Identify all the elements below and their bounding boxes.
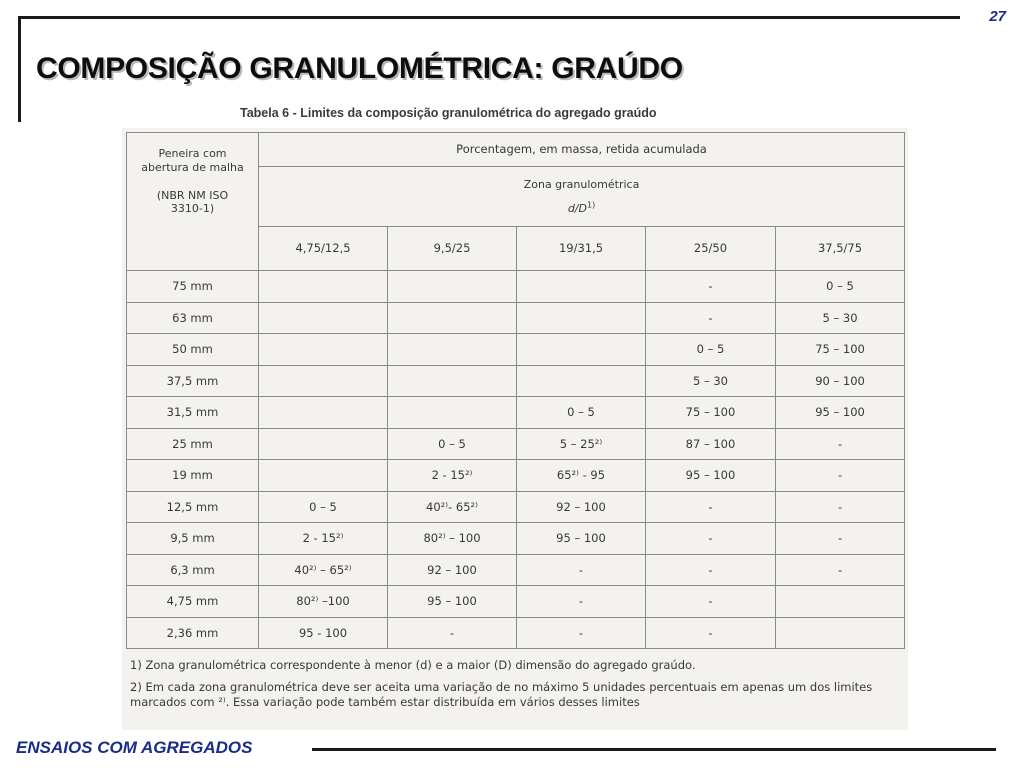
percent-cell	[259, 397, 388, 429]
percent-cell: -	[646, 271, 776, 303]
percent-cell: 0 – 5	[646, 334, 776, 366]
percent-cell: -	[646, 586, 776, 618]
percent-cell: 40²⁾- 65²⁾	[388, 491, 517, 523]
percent-cell	[388, 334, 517, 366]
note-1: 1) Zona granulométrica correspondente à menor (d) e a maior (D) dimensão do agregado graúdo.	[130, 658, 696, 672]
percent-cell: -	[646, 523, 776, 555]
percent-cell	[259, 271, 388, 303]
percent-cell	[517, 302, 646, 334]
table-row	[127, 554, 905, 586]
table-row	[127, 334, 905, 366]
slide-title: COMPOSIÇÃO GRANULOMÉTRICA: GRAÚDO	[36, 52, 683, 85]
percent-cell: 92 – 100	[517, 491, 646, 523]
zone-header	[259, 167, 905, 227]
percent-cell: 92 – 100	[388, 554, 517, 586]
percent-cell: -	[517, 586, 646, 618]
sieve-column-header	[127, 133, 259, 271]
table-row	[127, 460, 905, 492]
sieve-size-cell: 31,5 mm	[127, 397, 259, 429]
table-caption: Tabela 6 - Limites da composição granulométrica do agregado graúdo	[240, 106, 657, 120]
percent-cell	[388, 271, 517, 303]
percent-cell: 0 – 5	[776, 271, 905, 303]
sieve-size-cell: 50 mm	[127, 334, 259, 366]
sieve-size-cell: 37,5 mm	[127, 365, 259, 397]
percent-cell	[517, 365, 646, 397]
sieve-size-cell: 9,5 mm	[127, 523, 259, 555]
granulometry-table	[126, 132, 905, 649]
sieve-size-cell: 63 mm	[127, 302, 259, 334]
sieve-header-line: (NBR NM ISO	[156, 188, 229, 202]
percent-cell: 2 - 15²⁾	[388, 460, 517, 492]
sieve-size-cell: 2,36 mm	[127, 617, 259, 649]
percent-cell: -	[776, 554, 905, 586]
table-row	[127, 523, 905, 555]
zone-ratio: $d/D^{1)}$	[567, 199, 596, 215]
left-frame-line	[18, 16, 21, 122]
percent-cell: 75 – 100	[776, 334, 905, 366]
percent-cell	[776, 617, 905, 649]
footer-label: ENSAIOS COM AGREGADOS	[16, 738, 253, 757]
percent-cell: 80²⁾ –100	[259, 586, 388, 618]
table-row	[127, 586, 905, 618]
percent-cell: 87 – 100	[646, 428, 776, 460]
percent-cell	[517, 334, 646, 366]
table-row	[127, 271, 905, 303]
percent-cell: 95 – 100	[776, 397, 905, 429]
percent-cell: -	[388, 617, 517, 649]
percent-cell	[388, 302, 517, 334]
percent-cell	[259, 302, 388, 334]
percent-cell: 5 – 25²⁾	[517, 428, 646, 460]
percent-cell	[517, 271, 646, 303]
percent-cell: -	[776, 460, 905, 492]
percent-cell: 2 - 15²⁾	[259, 523, 388, 555]
zone-column-header: 37,5/75	[776, 227, 905, 271]
top-frame-line	[18, 16, 960, 19]
zone-label: Zona granulométrica	[523, 177, 640, 191]
percent-cell: -	[776, 428, 905, 460]
percent-cell: -	[646, 491, 776, 523]
sieve-size-cell: 4,75 mm	[127, 586, 259, 618]
percent-cell: 90 – 100	[776, 365, 905, 397]
percent-cell: -	[517, 554, 646, 586]
sieve-size-cell: 75 mm	[127, 271, 259, 303]
percent-cell: -	[776, 491, 905, 523]
sieve-size-cell: 12,5 mm	[127, 491, 259, 523]
page-number: 27	[989, 8, 1006, 25]
percent-cell: 95 – 100	[646, 460, 776, 492]
percent-cell	[776, 586, 905, 618]
zone-column-header: 4,75/12,5	[259, 227, 388, 271]
percent-cell: -	[646, 554, 776, 586]
table-notes	[130, 658, 900, 717]
percent-cell: 0 – 5	[388, 428, 517, 460]
percent-cell: 95 – 100	[517, 523, 646, 555]
table-row	[127, 428, 905, 460]
zone-column-header: 9,5/25	[388, 227, 517, 271]
table-row	[127, 365, 905, 397]
percent-cell: -	[646, 302, 776, 334]
note-2: 2) Em cada zona granulométrica deve ser aceita uma variação de no máximo 5 unidades percentuais em apenas um dos limites marcados com ²⁾. Essa variação pode também estar distribuída em vários desses limites	[130, 679, 873, 710]
sieve-header-line: abertura de malha	[141, 160, 244, 174]
table-row	[127, 491, 905, 523]
percent-cell: -	[646, 617, 776, 649]
percent-cell: 5 – 30	[776, 302, 905, 334]
percent-cell	[388, 365, 517, 397]
percent-cell: 95 - 100	[259, 617, 388, 649]
percent-cell	[259, 460, 388, 492]
percent-cell: 80²⁾ – 100	[388, 523, 517, 555]
percent-cell: -	[517, 617, 646, 649]
sieve-size-cell: 19 mm	[127, 460, 259, 492]
percent-cell	[259, 365, 388, 397]
percent-cell: 75 – 100	[646, 397, 776, 429]
zone-column-header: 19/31,5	[517, 227, 646, 271]
sieve-size-cell: 25 mm	[127, 428, 259, 460]
percent-cell: -	[776, 523, 905, 555]
percent-cell	[259, 428, 388, 460]
sieve-header-line: Peneira com	[158, 147, 227, 160]
percent-cell: 95 – 100	[388, 586, 517, 618]
percent-cell	[388, 397, 517, 429]
zone-column-header: 25/50	[646, 227, 776, 271]
footer-line	[312, 748, 996, 751]
table-row	[127, 617, 905, 649]
percent-cell: 0 – 5	[517, 397, 646, 429]
table-row	[127, 302, 905, 334]
table-row	[127, 397, 905, 429]
percent-cell	[259, 334, 388, 366]
sieve-header-line: 3310-1)	[170, 202, 215, 216]
percent-cell: 0 – 5	[259, 491, 388, 523]
percent-cell: 5 – 30	[646, 365, 776, 397]
table-image	[122, 128, 908, 730]
sieve-size-cell: 6,3 mm	[127, 554, 259, 586]
percent-group-header: Porcentagem, em massa, retida acumulada	[259, 133, 905, 167]
percent-cell: 65²⁾ - 95	[517, 460, 646, 492]
percent-cell: 40²⁾ – 65²⁾	[259, 554, 388, 586]
